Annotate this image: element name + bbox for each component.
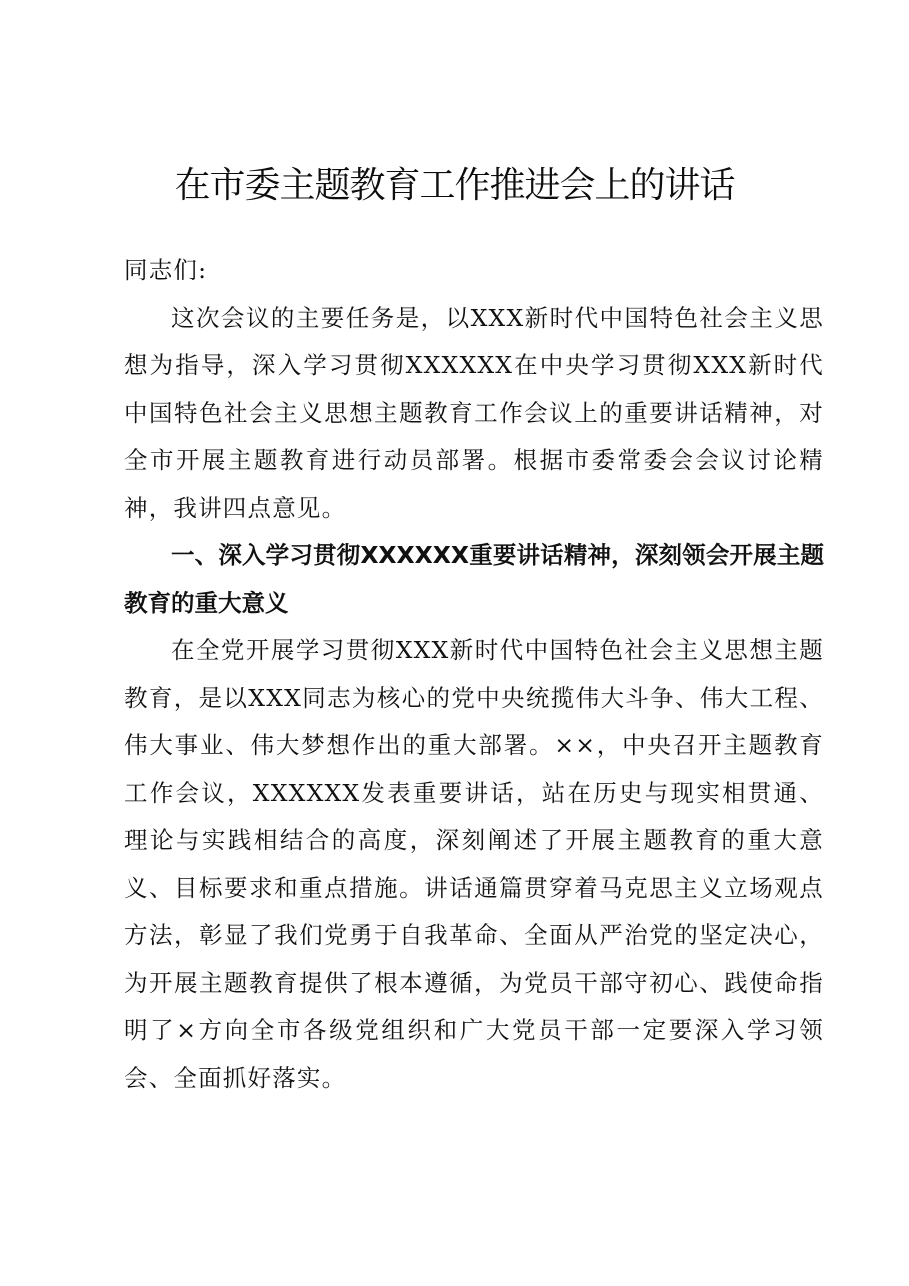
document-title: 在市委主题教育工作推进会上的讲话 xyxy=(174,165,735,206)
section-heading: 一、深入学习贯彻XXXXXX重要讲话精神，深刻领会开展主题教育的重大意义 xyxy=(124,541,824,617)
section-paragraph: 在全党开展学习贯彻XXX新时代中国特色社会主义思想主题教育，是以XXX同志为核心的党中央统揽伟大斗争、伟大工程、伟大事业、伟大梦想作出的重大部署。××，中央召开主题教育工作会议，XXXXXX发表重要讲话，站在历史与现实相贯通、理论与实践相结合的高度，深刻阐述了开展主题教育的重大意义、目标要求和重点措施。讲话通篇贯穿着马克思主义立场观点方法，彰显了我们党勇于自我革命、全面从严治党的坚定决心，为开展主题教育提供了根本遵循，为党员干部守初心、践使命指明了×方向全市各级党组织和广大党员干部一定要深入学习领会、全面抓好落实。 xyxy=(124,636,824,1092)
intro-paragraph: 这次会议的主要任务是，以XXX新时代中国特色社会主义思想为指导，深入学习贯彻XXXXXX在中央学习贯彻XXX新时代中国特色社会主义思想主题教育工作会议上的重要讲话精神，对全市开展主题教育进行动员部署。根据市委常委会会议讨论精神，我讲四点意见。 xyxy=(124,303,824,522)
salutation: 同志们: xyxy=(124,256,208,284)
document-body xyxy=(124,247,824,1102)
